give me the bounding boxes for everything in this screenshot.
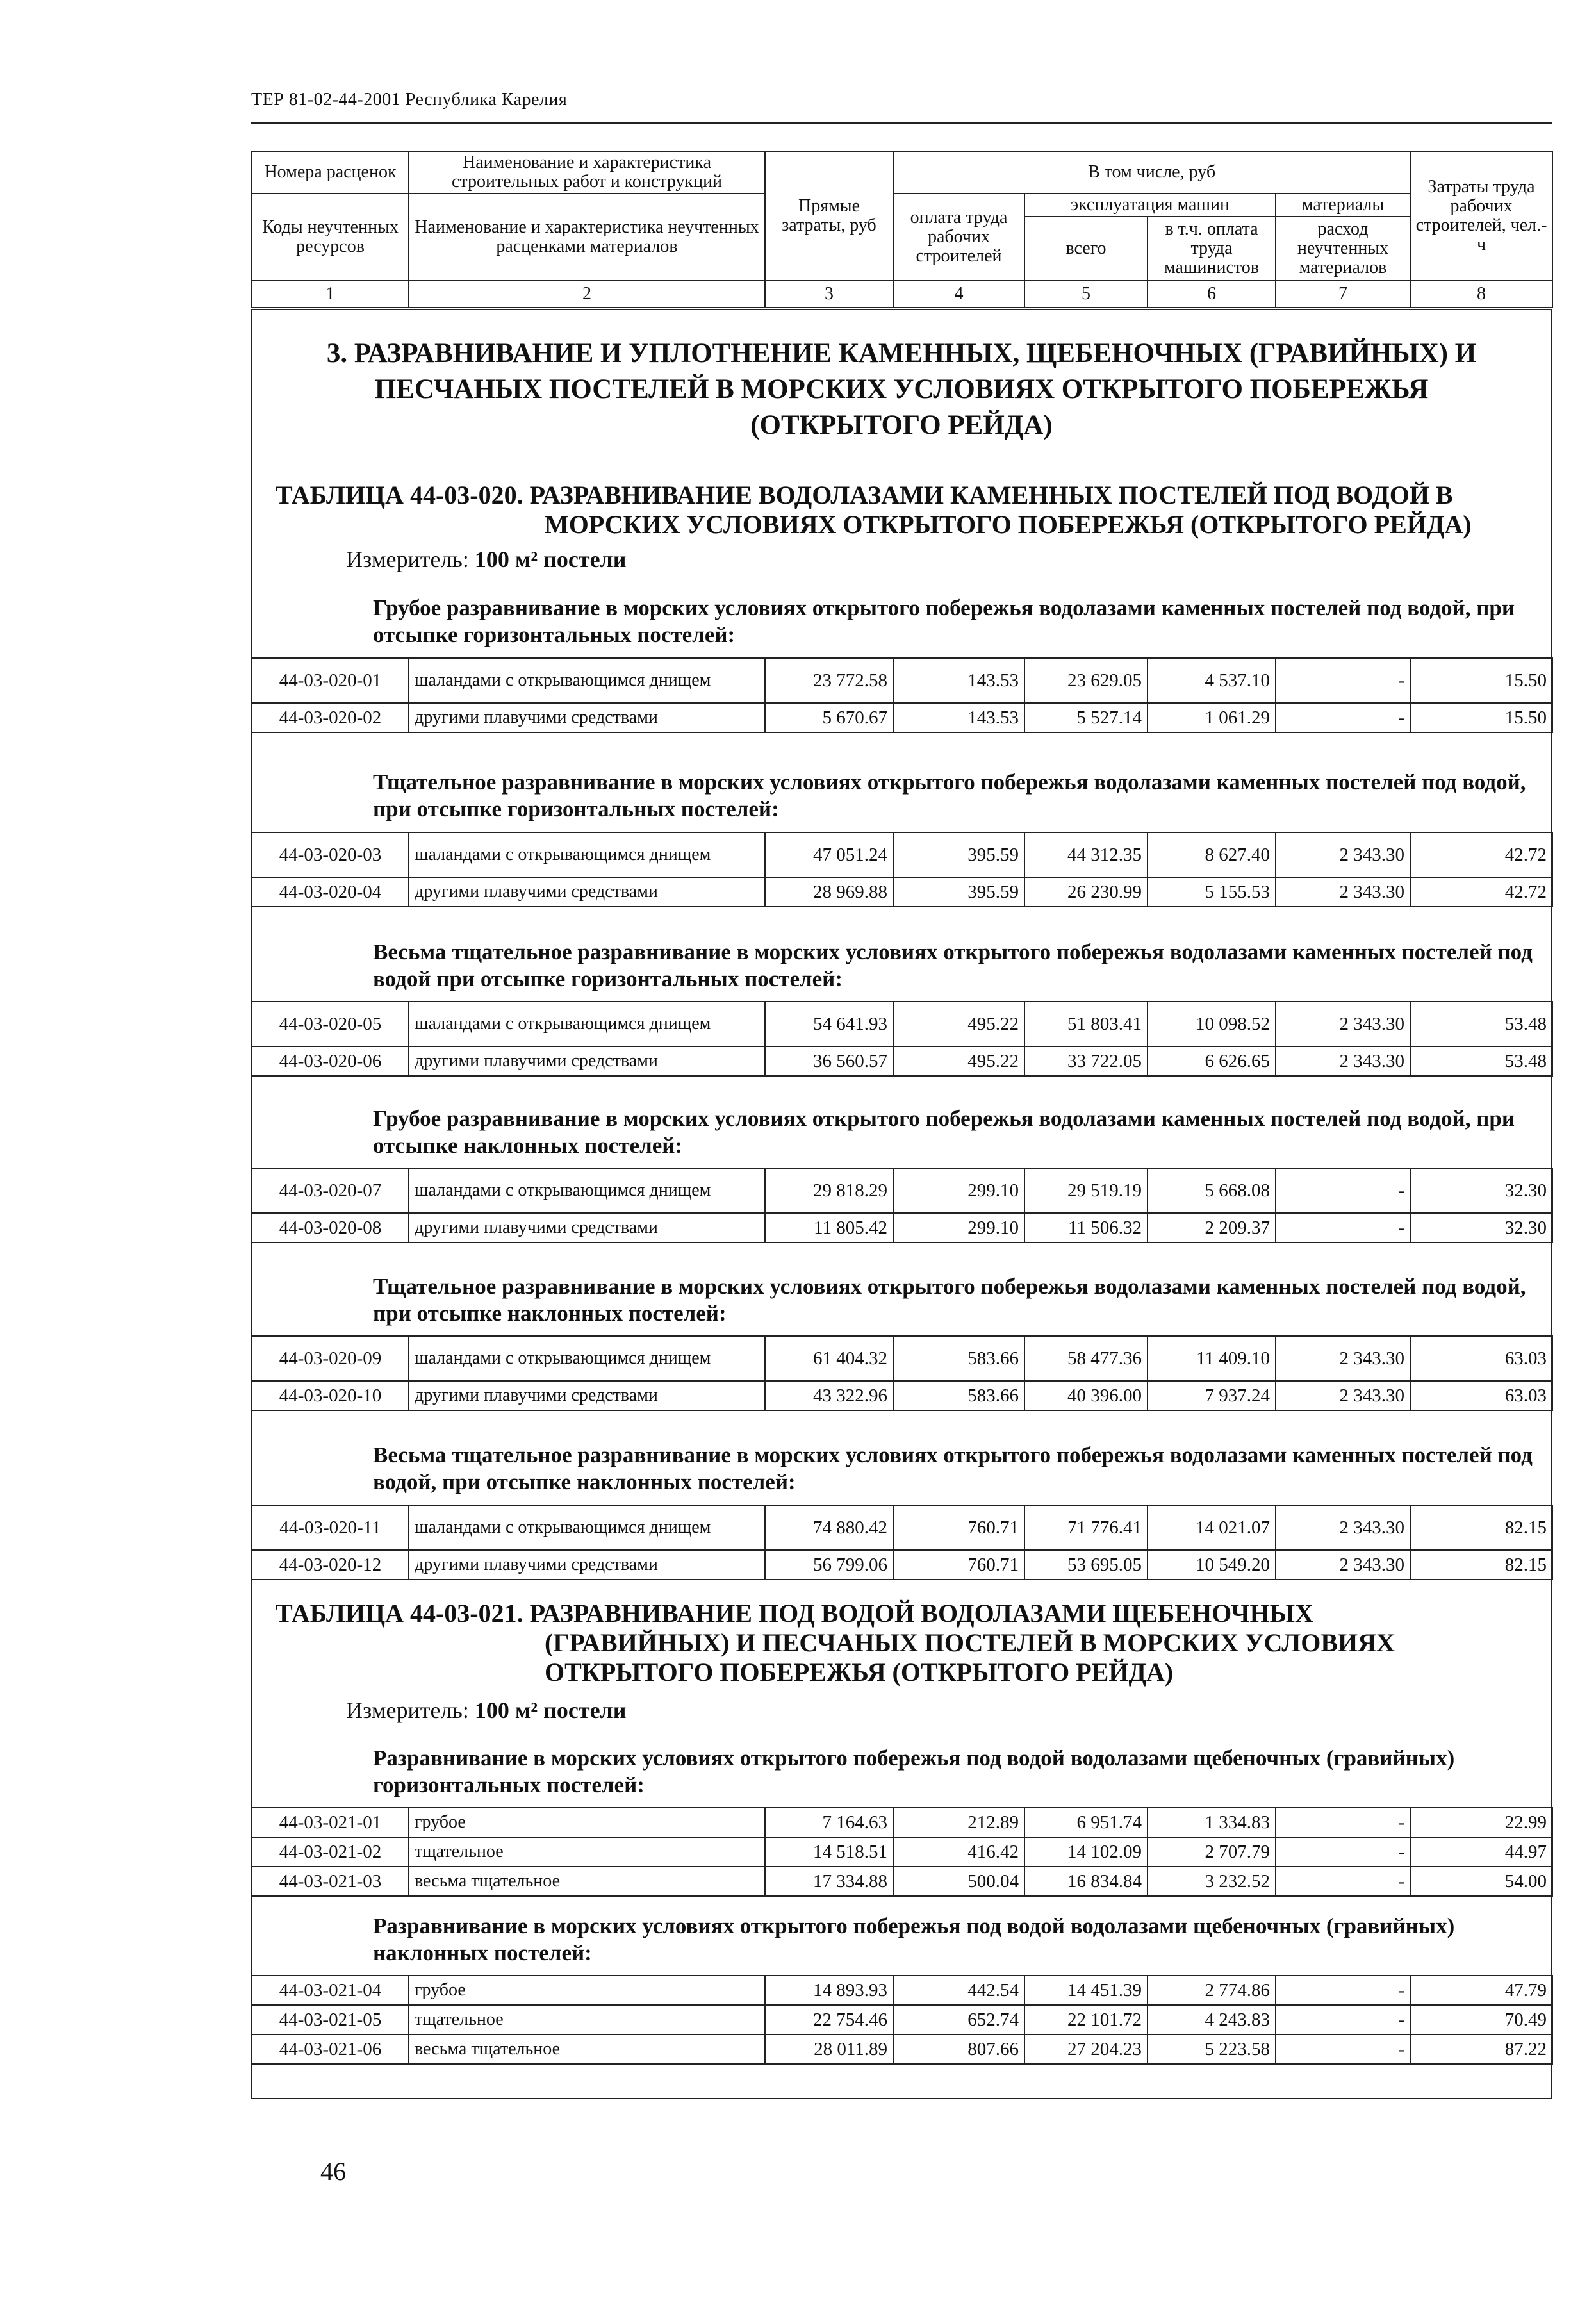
rate-code: 44-03-021-03 [252, 1867, 409, 1896]
rate-value: 395.59 [893, 832, 1024, 877]
col6-header: в т.ч. оплата труда машинистов [1148, 217, 1276, 281]
rate-value: 61 404.32 [765, 1336, 893, 1381]
table-44-03-020-measure: Измеритель: 100 м² постели [346, 547, 627, 572]
rate-code: 44-03-020-03 [252, 832, 409, 877]
rate-value: 7 164.63 [765, 1808, 893, 1837]
rate-value: 26 230.99 [1024, 877, 1148, 907]
rate-value: 5 668.08 [1148, 1168, 1276, 1213]
rate-code: 44-03-020-10 [252, 1381, 409, 1410]
rate-value: 2 209.37 [1148, 1213, 1276, 1242]
rate-value: 71 776.41 [1024, 1505, 1148, 1550]
group-title: Грубое разравнивание в морских условиях открытого побережья водолазами каменных постелей под водой, при отсыпке горизонтальных постелей: [373, 595, 1515, 647]
rate-name: шаландами с открывающимся днищем [409, 1002, 765, 1046]
rate-value: 17 334.88 [765, 1867, 893, 1896]
column-numbers-row [252, 281, 1552, 308]
rate-value: 28 969.88 [765, 877, 893, 907]
table-44-03-021-measure: Измеритель: 100 м² постели [346, 1697, 627, 1723]
table-row [252, 1336, 1552, 1381]
rate-value: 54 641.93 [765, 1002, 893, 1046]
rate-value: - [1276, 2035, 1410, 2064]
rate-value: 299.10 [893, 1168, 1024, 1213]
rate-value: 2 774.86 [1148, 1976, 1276, 2005]
rate-value: 807.66 [893, 2035, 1024, 2064]
rate-value: 10 549.20 [1148, 1550, 1276, 1580]
col4-header: оплата труда рабочих строителей [893, 194, 1024, 281]
rate-value: 299.10 [893, 1213, 1024, 1242]
rate-code: 44-03-021-02 [252, 1837, 409, 1867]
rate-name: весьма тщательное [409, 1867, 765, 1896]
group-title: Весьма тщательное разравнивание в морских условиях открытого побережья водолазами каменных постелей под водой, при отсыпке наклонных постелей: [373, 1442, 1533, 1494]
rate-value: 15.50 [1410, 703, 1552, 732]
rate-code: 44-03-020-11 [252, 1505, 409, 1550]
rate-code: 44-03-020-09 [252, 1336, 409, 1381]
section-title: 3. РАЗРАВНИВАНИЕ И УПЛОТНЕНИЕ КАМЕННЫХ, ЩЕБЕНОЧНЫХ (ГРАВИЙНЫХ) И ПЕСЧАНЫХ ПОСТЕЛЕЙ В МОРСКИХ УСЛОВИЯХ ОТКРЫТОГО ПОБЕРЕЖЬЯ (ОТКРЫТОГО РЕЙДА) [326, 338, 1477, 440]
rate-value: 42.72 [1410, 832, 1552, 877]
col3-header: Прямые затраты, руб [765, 151, 893, 281]
rate-value: 2 343.30 [1276, 1381, 1410, 1410]
rate-value: 29 519.19 [1024, 1168, 1148, 1213]
rate-value: 395.59 [893, 877, 1024, 907]
column-number: 2 [409, 281, 765, 308]
rate-value: 11 409.10 [1148, 1336, 1276, 1381]
rates-table [251, 1975, 1553, 2065]
rate-name: грубое [409, 1808, 765, 1837]
col7-header: расход неучтенных материалов [1276, 217, 1410, 281]
rate-value: 2 343.30 [1276, 877, 1410, 907]
rate-value: 11 506.32 [1024, 1213, 1148, 1242]
rate-value: 416.42 [893, 1837, 1024, 1867]
rate-value: 63.03 [1410, 1336, 1552, 1381]
rate-value: 442.54 [893, 1976, 1024, 2005]
column-number: 8 [1410, 281, 1552, 308]
rate-value: 760.71 [893, 1505, 1024, 1550]
rate-value: - [1276, 1867, 1410, 1896]
table-row [252, 1046, 1552, 1076]
rate-value: - [1276, 1808, 1410, 1837]
materials-header: материалы [1276, 194, 1410, 217]
rate-value: 33 722.05 [1024, 1046, 1148, 1076]
rate-value: 5 527.14 [1024, 703, 1148, 732]
rates-table [251, 1168, 1553, 1243]
rate-name: другими плавучими средствами [409, 877, 765, 907]
rate-value: - [1276, 1213, 1410, 1242]
rate-value: 2 707.79 [1148, 1837, 1276, 1867]
rate-value: 22 754.46 [765, 2005, 893, 2035]
rate-value: 70.49 [1410, 2005, 1552, 2035]
rate-value: 2 343.30 [1276, 1002, 1410, 1046]
rate-value: - [1276, 1837, 1410, 1867]
group-title: Весьма тщательное разравнивание в морских условиях открытого побережья водолазами каменных постелей под водой при отсыпке горизонтальных постелей: [373, 939, 1533, 991]
rate-name: тщательное [409, 2005, 765, 2035]
rate-value: 8 627.40 [1148, 832, 1276, 877]
rate-name: тщательное [409, 1837, 765, 1867]
rate-value: 5 155.53 [1148, 877, 1276, 907]
rate-value: 4 243.83 [1148, 2005, 1276, 2035]
rate-value: 6 626.65 [1148, 1046, 1276, 1076]
rate-code: 44-03-021-05 [252, 2005, 409, 2035]
group-title: Грубое разравнивание в морских условиях открытого побережья водолазами каменных постелей под водой, при отсыпке наклонных постелей: [373, 1106, 1515, 1158]
rate-value: 42.72 [1410, 877, 1552, 907]
rate-value: 500.04 [893, 1867, 1024, 1896]
rate-value: 7 937.24 [1148, 1381, 1276, 1410]
group-title: Тщательное разравнивание в морских условиях открытого побережья водолазами каменных постелей под водой, при отсыпке горизонтальных постелей: [373, 770, 1526, 821]
rate-value: 14 451.39 [1024, 1976, 1148, 2005]
rate-value: 495.22 [893, 1002, 1024, 1046]
rate-value: 1 061.29 [1148, 703, 1276, 732]
rate-value: 4 537.10 [1148, 658, 1276, 703]
document-header: ТЕР 81-02-44-2001 Республика Карелия [251, 90, 568, 110]
rate-code: 44-03-020-05 [252, 1002, 409, 1046]
rate-value: 29 818.29 [765, 1168, 893, 1213]
rate-name: другими плавучими средствами [409, 703, 765, 732]
rate-code: 44-03-021-01 [252, 1808, 409, 1837]
rate-name: шаландами с открывающимся днищем [409, 658, 765, 703]
rate-value: 5 223.58 [1148, 2035, 1276, 2064]
rate-code: 44-03-020-12 [252, 1550, 409, 1580]
table-row [252, 1808, 1552, 1837]
rate-value: 63.03 [1410, 1381, 1552, 1410]
rate-value: 583.66 [893, 1336, 1024, 1381]
rate-value: 32.30 [1410, 1213, 1552, 1242]
column-header-table [251, 151, 1553, 308]
column-number: 7 [1276, 281, 1410, 308]
table-row [252, 2035, 1552, 2064]
table-row [252, 1381, 1552, 1410]
header-rule [251, 122, 1552, 124]
rate-value: 56 799.06 [765, 1550, 893, 1580]
table-row [252, 1976, 1552, 2005]
rate-value: - [1276, 1168, 1410, 1213]
rate-value: 51 803.41 [1024, 1002, 1148, 1046]
rate-value: 36 560.57 [765, 1046, 893, 1076]
rate-value: 1 334.83 [1148, 1808, 1276, 1837]
rate-value: 11 805.42 [765, 1213, 893, 1242]
rate-value: 143.53 [893, 703, 1024, 732]
col1-top: Номера расценок [252, 151, 409, 194]
rate-value: 87.22 [1410, 2035, 1552, 2064]
rate-value: 53.48 [1410, 1046, 1552, 1076]
rates-table [251, 657, 1553, 733]
rate-name: шаландами с открывающимся днищем [409, 832, 765, 877]
rate-value: 32.30 [1410, 1168, 1552, 1213]
rates-table [251, 1335, 1553, 1411]
col8-header: Затраты труда рабочих строителей, чел.-ч [1410, 151, 1552, 281]
rate-name: грубое [409, 1976, 765, 2005]
rate-value: 27 204.23 [1024, 2035, 1148, 2064]
rate-value: 2 343.30 [1276, 1336, 1410, 1381]
rate-name: шаландами с открывающимся днищем [409, 1505, 765, 1550]
rate-name: другими плавучими средствами [409, 1550, 765, 1580]
column-number: 4 [893, 281, 1024, 308]
rate-value: 47 051.24 [765, 832, 893, 877]
rate-name: другими плавучими средствами [409, 1046, 765, 1076]
rate-value: 53.48 [1410, 1002, 1552, 1046]
rate-value: 47.79 [1410, 1976, 1552, 2005]
rate-code: 44-03-020-01 [252, 658, 409, 703]
rate-name: шаландами с открывающимся днищем [409, 1168, 765, 1213]
rate-value: 82.15 [1410, 1550, 1552, 1580]
rate-value: 44 312.35 [1024, 832, 1148, 877]
rate-value: 14 518.51 [765, 1837, 893, 1867]
table-row [252, 1867, 1552, 1896]
group-title: Разравнивание в морских условиях открытого побережья под водой водолазами щебеночных (гравийных) наклонных постелей: [373, 1913, 1455, 1965]
rate-value: 14 893.93 [765, 1976, 893, 2005]
incl-header: В том числе, руб [893, 151, 1410, 194]
rate-code: 44-03-020-04 [252, 877, 409, 907]
rate-value: 14 021.07 [1148, 1505, 1276, 1550]
table-row [252, 703, 1552, 732]
column-number: 6 [1148, 281, 1276, 308]
rates-table [251, 832, 1553, 907]
rate-value: 22 101.72 [1024, 2005, 1148, 2035]
rate-code: 44-03-021-06 [252, 2035, 409, 2064]
rate-value: 6 951.74 [1024, 1808, 1148, 1837]
rate-value: 760.71 [893, 1550, 1024, 1580]
rate-value: - [1276, 1976, 1410, 2005]
rate-value: - [1276, 2005, 1410, 2035]
rate-code: 44-03-020-07 [252, 1168, 409, 1213]
rate-name: весьма тщательное [409, 2035, 765, 2064]
rate-code: 44-03-020-02 [252, 703, 409, 732]
rate-value: 2 343.30 [1276, 1505, 1410, 1550]
rate-value: 652.74 [893, 2005, 1024, 2035]
rate-name: другими плавучими средствами [409, 1213, 765, 1242]
column-number: 3 [765, 281, 893, 308]
col1-bottom: Коды неучтенных ресурсов [252, 194, 409, 281]
rate-value: 28 011.89 [765, 2035, 893, 2064]
table-row [252, 1168, 1552, 1213]
rate-value: 16 834.84 [1024, 1867, 1148, 1896]
rates-table [251, 1001, 1553, 1077]
rate-value: 40 396.00 [1024, 1381, 1148, 1410]
table-row [252, 832, 1552, 877]
table-row [252, 1550, 1552, 1580]
rate-name: другими плавучими средствами [409, 1381, 765, 1410]
table-row [252, 2005, 1552, 2035]
rate-value: 5 670.67 [765, 703, 893, 732]
rate-value: 23 629.05 [1024, 658, 1148, 703]
machines-header: эксплуатация машин [1024, 194, 1276, 217]
rate-code: 44-03-020-06 [252, 1046, 409, 1076]
rate-value: 2 343.30 [1276, 832, 1410, 877]
rate-value: 583.66 [893, 1381, 1024, 1410]
rate-value: 43 322.96 [765, 1381, 893, 1410]
table-row [252, 1002, 1552, 1046]
table-row [252, 1213, 1552, 1242]
table-44-03-020-title: ТАБЛИЦА 44-03-020. РАЗРАВНИВАНИЕ ВОДОЛАЗАМИ КАМЕННЫХ ПОСТЕЛЕЙ ПОД ВОДОЙ В МОРСКИХ УСЛОВИЯХ ОТКРЫТОГО ПОБЕРЕЖЬЯ (ОТКРЫТОГО РЕЙДА) [276, 481, 1472, 539]
rate-value: 14 102.09 [1024, 1837, 1148, 1867]
rate-value: 15.50 [1410, 658, 1552, 703]
rate-value: 54.00 [1410, 1867, 1552, 1896]
table-row [252, 1837, 1552, 1867]
col2-bottom: Наименование и характеристика неучтенных расценками материалов [409, 194, 765, 281]
rate-value: 2 343.30 [1276, 1550, 1410, 1580]
rate-code: 44-03-020-08 [252, 1213, 409, 1242]
table-row [252, 877, 1552, 907]
rate-value: 74 880.42 [765, 1505, 893, 1550]
rate-value: 82.15 [1410, 1505, 1552, 1550]
rates-table [251, 1505, 1553, 1580]
rate-value: 212.89 [893, 1808, 1024, 1837]
rate-value: 53 695.05 [1024, 1550, 1148, 1580]
column-number: 5 [1024, 281, 1148, 308]
rate-name: шаландами с открывающимся днищем [409, 1336, 765, 1381]
group-title: Разравнивание в морских условиях открытого побережья под водой водолазами щебеночных (гравийных) горизонтальных постелей: [373, 1746, 1455, 1797]
rate-value: 22.99 [1410, 1808, 1552, 1837]
rate-value: 58 477.36 [1024, 1336, 1148, 1381]
rate-value: 495.22 [893, 1046, 1024, 1076]
rate-value: 23 772.58 [765, 658, 893, 703]
rate-value: 2 343.30 [1276, 1046, 1410, 1076]
rate-value: - [1276, 703, 1410, 732]
rate-value: - [1276, 658, 1410, 703]
rate-value: 10 098.52 [1148, 1002, 1276, 1046]
rate-code: 44-03-021-04 [252, 1976, 409, 2005]
rate-value: 44.97 [1410, 1837, 1552, 1867]
table-row [252, 658, 1552, 703]
rate-value: 3 232.52 [1148, 1867, 1276, 1896]
group-title: Тщательное разравнивание в морских условиях открытого побережья водолазами каменных постелей под водой, при отсыпке наклонных постелей: [373, 1274, 1526, 1326]
rate-value: 143.53 [893, 658, 1024, 703]
table-row [252, 1505, 1552, 1550]
page-number: 46 [320, 2157, 346, 2186]
col5-header: всего [1024, 217, 1148, 281]
col2-top: Наименование и характеристика строительных работ и конструкций [409, 151, 765, 194]
rates-table [251, 1807, 1553, 1897]
column-number: 1 [252, 281, 409, 308]
table-44-03-021-title: ТАБЛИЦА 44-03-021. РАЗРАВНИВАНИЕ ПОД ВОДОЙ ВОДОЛАЗАМИ ЩЕБЕНОЧНЫХ (ГРАВИЙНЫХ) И ПЕСЧАНЫХ ПОСТЕЛЕЙ В МОРСКИХ УСЛОВИЯХ ОТКРЫТОГО ПОБЕРЕЖЬЯ (ОТКРЫТОГО РЕЙДА) [276, 1599, 1395, 1687]
